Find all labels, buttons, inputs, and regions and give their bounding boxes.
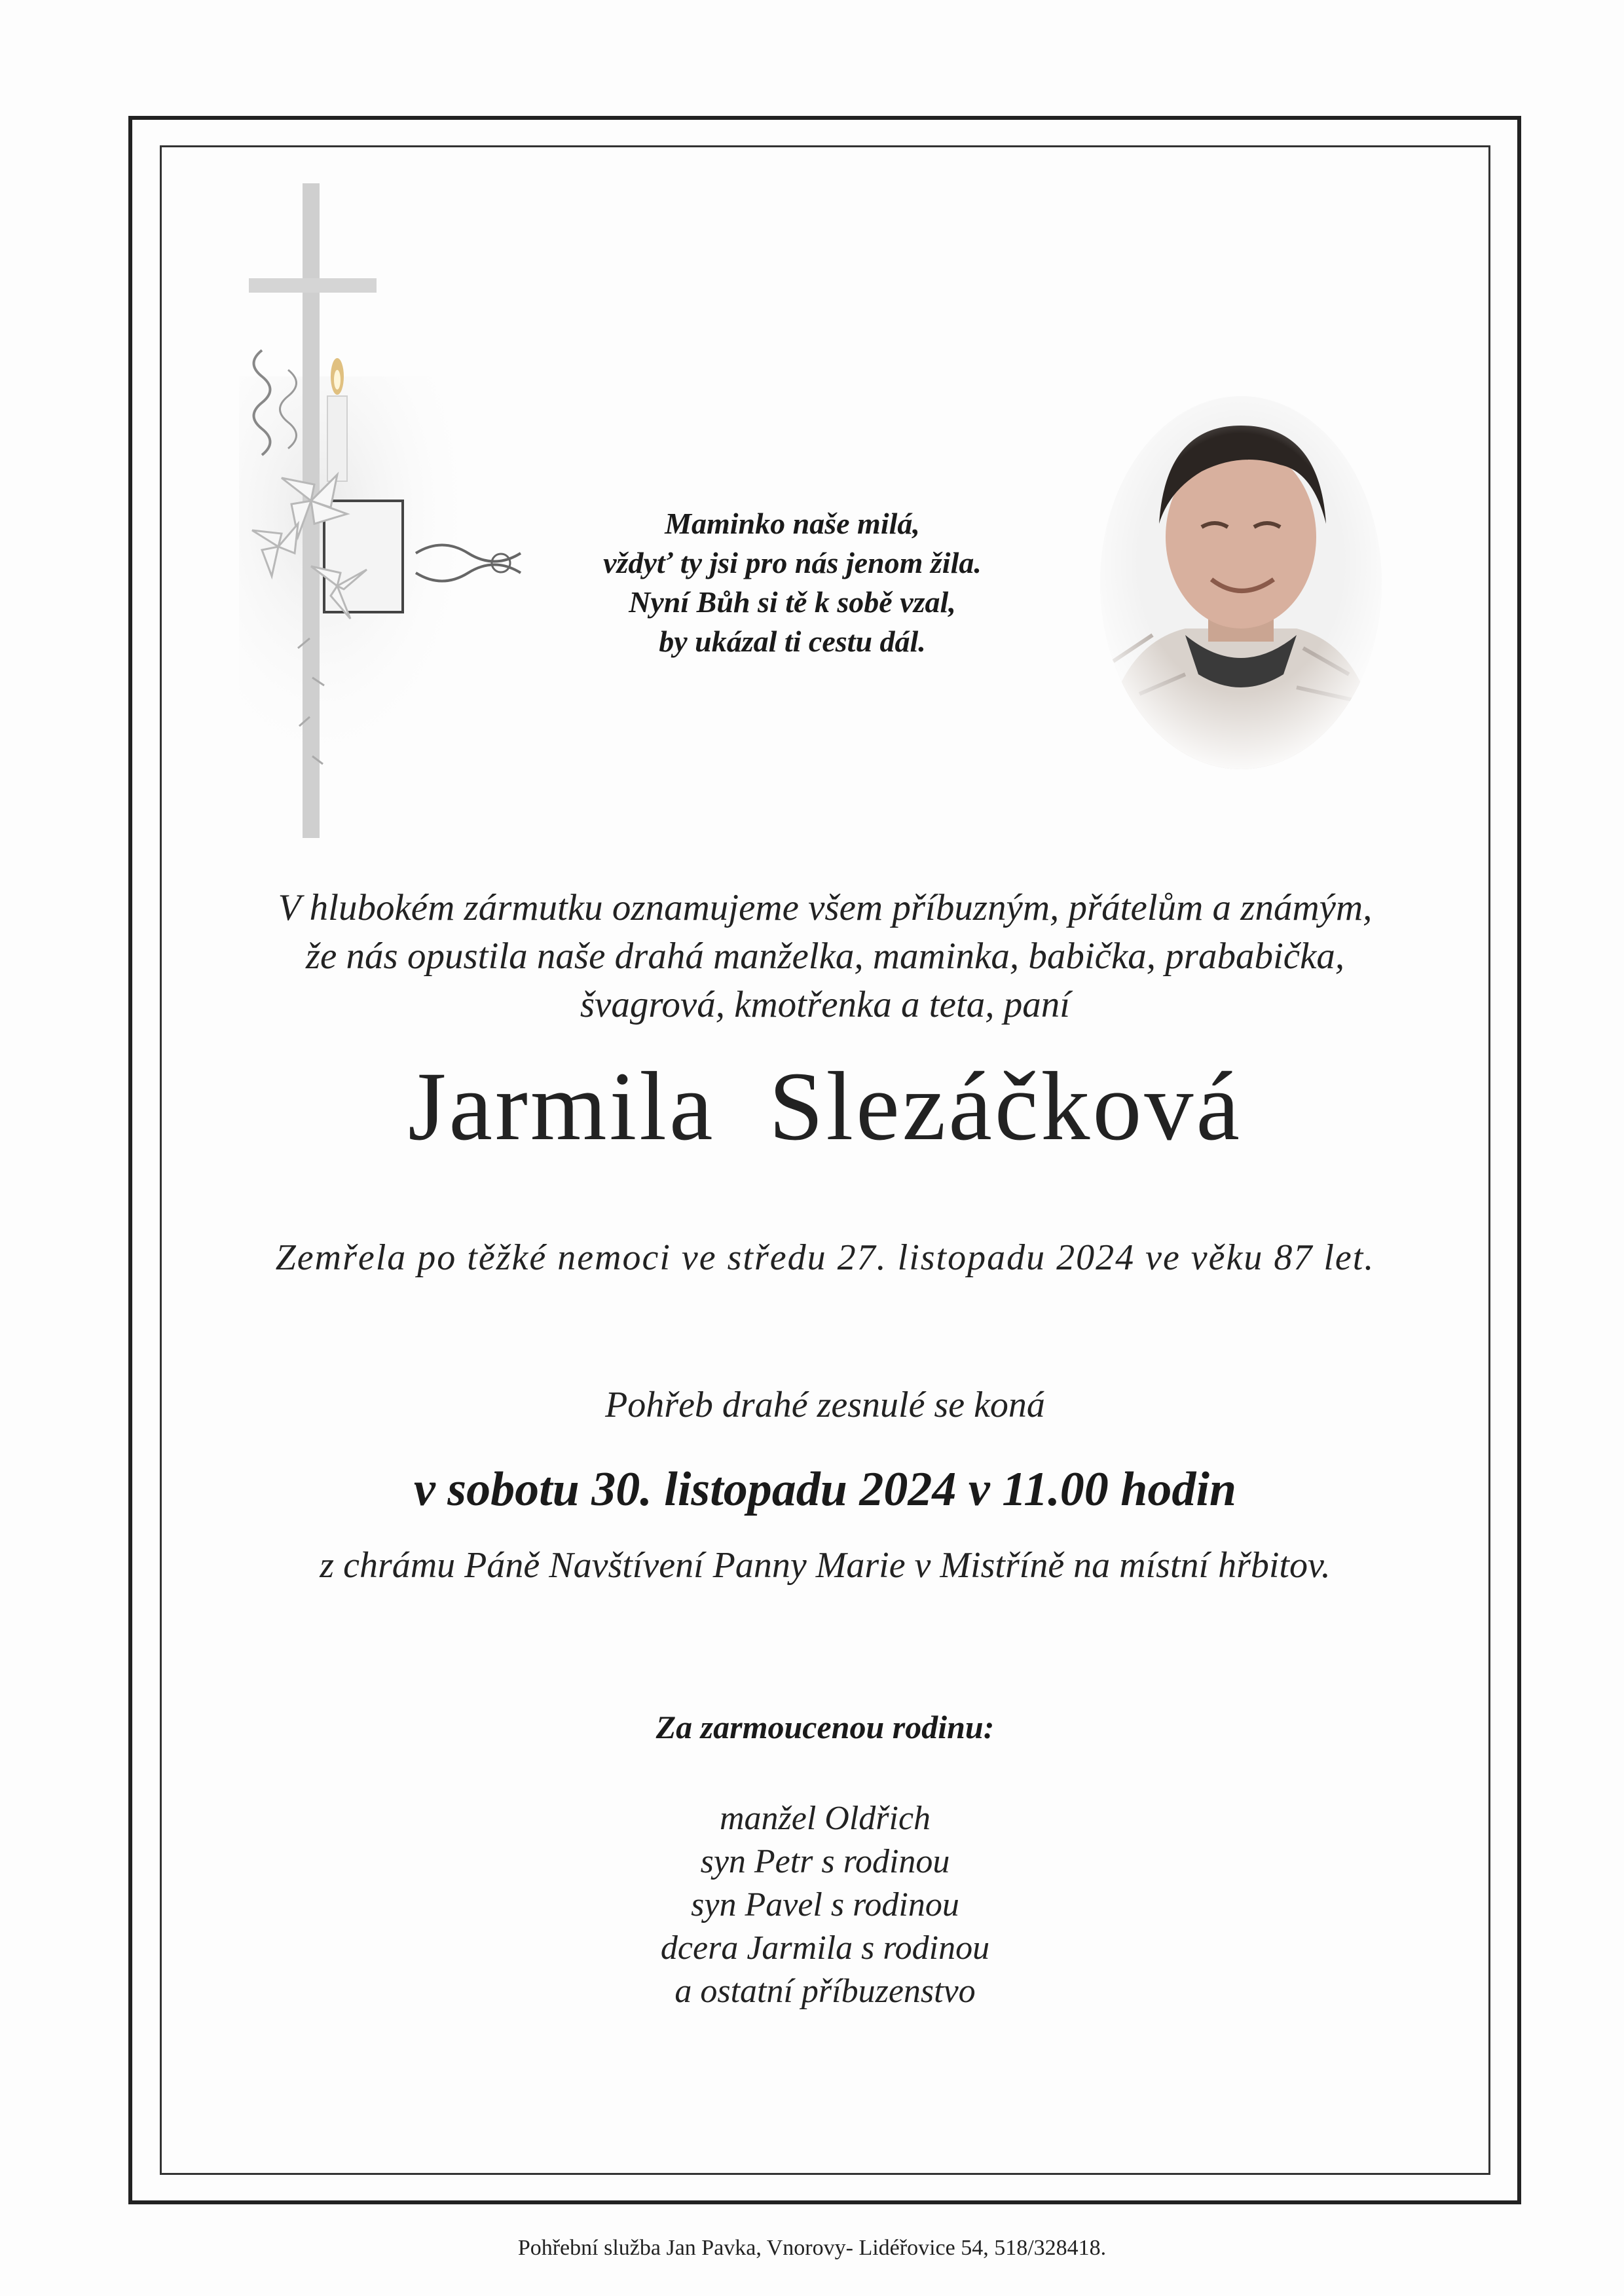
verse-line: vždyť ty jsi pro nás jenom žila.	[603, 546, 982, 579]
funeral-service-footer: Pohřební služba Jan Pavka, Vnorovy- Lidéřovice 54, 518/328418.	[517, 2236, 1107, 2260]
family-heading: Za zarmoucenou rodinu:	[655, 1709, 995, 1745]
funeral-place: z chrámu Páně Navštívení Panny Marie v Mistříně na místní hřbitov.	[320, 1545, 1331, 1586]
announcement-text	[196, 884, 1454, 1029]
funeral-datetime: v sobotu 30. listopadu 2024 v 11.00 hodin	[413, 1463, 1237, 1516]
mourner-item: a ostatní příbuzenstvo	[674, 1973, 976, 2010]
deceased-name: Jarmila Slezáčková	[408, 1052, 1242, 1161]
mourner-item: dcera Jarmila s rodinou	[660, 1929, 990, 1967]
verse-line: Nyní Bůh si tě k sobě vzal,	[629, 585, 956, 619]
portrait-photo	[1087, 386, 1395, 779]
verse-line: by ukázal ti cestu dál.	[659, 625, 926, 658]
cross-candle-lily-ornament	[226, 180, 540, 848]
announcement-line: švagrová, kmotřenka a teta, paní	[580, 984, 1071, 1025]
mourner-item: syn Petr s rodinou	[700, 1843, 950, 1880]
verse-line: Maminko naše milá,	[665, 507, 920, 540]
announcement-line: že nás opustila naše drahá manželka, maminka, babička, prababička,	[305, 936, 1345, 977]
mourner-item: syn Pavel s rodinou	[691, 1886, 959, 1923]
announcement-line: V hlubokém zármutku oznamujeme všem příbuzným, přátelům a známým,	[278, 887, 1373, 928]
memorial-verse	[504, 504, 1080, 661]
mourners-list	[196, 1797, 1454, 2013]
death-statement: Zemřela po těžké nemoci ve středu 27. listopadu 2024 ve věku 87 let.	[275, 1237, 1375, 1278]
mourner-item: manžel Oldřich	[719, 1800, 931, 1837]
funeral-intro: Pohřeb drahé zesnulé se koná	[605, 1385, 1045, 1425]
